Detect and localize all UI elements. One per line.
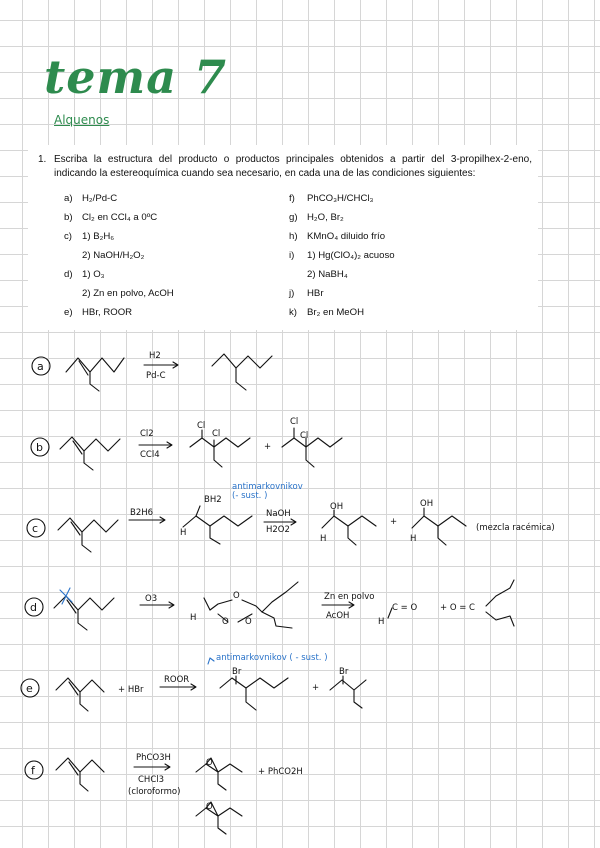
option-label: c)	[64, 231, 72, 242]
section-a	[32, 357, 50, 375]
structure-f-reactant	[56, 758, 104, 791]
annotation-2: (- sust. )	[232, 491, 268, 501]
annotation: antimarkovnikov	[232, 482, 303, 492]
option-text: HBr, ROOR	[82, 307, 133, 318]
atom-oh: OH	[330, 502, 344, 512]
atom-o: O	[206, 802, 213, 812]
option-text: 2) NaBH₄	[307, 269, 348, 280]
structure-f-epoxide-1	[196, 758, 242, 790]
arrow-f	[134, 764, 170, 770]
atom-cl: Cl	[212, 429, 221, 439]
reagent-plus: + HBr	[118, 685, 144, 695]
structure-e-reactant	[56, 678, 104, 711]
option-text: 2) NaOH/H₂O₂	[82, 250, 145, 261]
plus-sign: +	[312, 683, 320, 693]
page-title: tema 7	[44, 50, 228, 104]
section-letter: b	[36, 441, 43, 454]
atom-h: H	[180, 528, 187, 538]
reagent: O3	[145, 594, 158, 604]
step2-top: Zn en polvo	[324, 592, 375, 602]
structure-a-product	[212, 354, 272, 390]
arrow-e	[160, 658, 214, 690]
product-2: + O = C	[440, 603, 475, 613]
section-letter: a	[37, 360, 44, 373]
reagent: ROOR	[164, 675, 190, 685]
structure-c-reactant	[58, 518, 118, 552]
option-label: i)	[289, 250, 295, 261]
structure-c-product-1	[322, 510, 376, 545]
atom-cl: Cl	[290, 417, 299, 427]
option-label: a)	[64, 193, 73, 204]
plus-sign: +	[264, 442, 272, 452]
atom-oh: OH	[420, 499, 434, 509]
reagent-bottom: Pd-C	[146, 371, 166, 381]
arrow-d-2	[322, 602, 354, 608]
section-letter: f	[31, 764, 35, 777]
option-text: KMnO₄ diluido frío	[307, 231, 386, 242]
atom-h: H	[410, 534, 417, 544]
option-text: 1) B₂H₆	[82, 231, 115, 242]
intermediate-label: BH2	[204, 495, 222, 505]
arrow-b	[139, 442, 172, 448]
annotation: antimarkovnikov ( - sust. )	[216, 653, 328, 663]
atom-o: O	[222, 617, 229, 627]
structure-e-product-2	[330, 676, 366, 708]
option-label: b)	[64, 212, 73, 223]
reagent-top: Cl2	[140, 429, 154, 439]
reagent-note: (cloroformo)	[128, 787, 181, 797]
structure-c-intermediate	[183, 506, 252, 544]
reagent-bottom: CCl4	[140, 450, 160, 460]
structure-d-reactant	[54, 588, 114, 630]
reagent-top: PhCO3H	[136, 753, 171, 763]
option-label: f)	[289, 193, 295, 204]
option-text: HBr	[307, 288, 324, 299]
option-label: j)	[289, 288, 295, 299]
atom-h: H	[320, 534, 327, 544]
option-text: 1) O₃	[82, 269, 105, 280]
atom-br: Br	[339, 667, 349, 677]
structure-b-product-2	[282, 428, 342, 467]
reagent-top: H2	[149, 351, 161, 361]
structure-c-product-2	[412, 508, 466, 545]
option-text: H₂/Pd-C	[82, 193, 118, 204]
plus-sign: +	[390, 517, 398, 527]
option-label: e)	[64, 307, 73, 318]
option-label: g)	[289, 212, 298, 223]
section-letter: c	[32, 522, 39, 535]
atom-h: H	[378, 617, 385, 627]
option-text: Br₂ en MeOH	[307, 307, 365, 318]
structure-a-reactant	[66, 358, 124, 391]
atom-h: H	[190, 613, 197, 623]
option-text: 2) Zn en polvo, AcOH	[82, 288, 174, 299]
question-text: Escriba la estructura del producto o productos principales obtenidos a partir del 3-propilhex-2-eno, indicando la estereoquímica cuando sea necesario, en cada una de las condiciones siguientes:	[54, 154, 532, 179]
structure-f-epoxide-2	[196, 802, 242, 834]
page-subtitle: Alquenos	[54, 113, 110, 127]
atom-o: O	[245, 617, 252, 627]
atom-cl: Cl	[197, 421, 206, 431]
step2-top: NaOH	[266, 509, 291, 519]
reagent-top: B2H6	[130, 508, 154, 518]
atom-o: O	[233, 591, 240, 601]
section-letter: e	[26, 682, 33, 695]
byproduct: + PhCO2H	[258, 767, 303, 777]
question-number: 1.	[38, 154, 47, 165]
option-text: H₂O, Br₂	[307, 212, 344, 223]
section-letter: d	[30, 601, 37, 614]
note: (mezcla racémica)	[476, 523, 555, 533]
option-label: k)	[289, 307, 297, 318]
option-text: Cl₂ en CCl₄ a 0ºC	[82, 212, 158, 223]
atom-o: O	[206, 758, 213, 768]
arrow-a	[144, 362, 178, 368]
atom-br: Br	[232, 667, 242, 677]
option-text: 1) Hg(ClO₄)₂ acuoso	[307, 250, 395, 261]
step2-bottom: H2O2	[266, 525, 290, 535]
step2-bottom: AcOH	[326, 611, 350, 621]
atom-cl: Cl	[300, 431, 309, 441]
option-text: PhCO₃H/CHCl₃	[307, 193, 374, 204]
structure-e-product-1	[220, 676, 288, 710]
option-label: d)	[64, 269, 73, 280]
option-label: h)	[289, 231, 298, 242]
structure-b-reactant	[60, 437, 120, 470]
product-1: C = O	[392, 603, 418, 613]
reagent-bottom: CHCl3	[138, 775, 165, 785]
